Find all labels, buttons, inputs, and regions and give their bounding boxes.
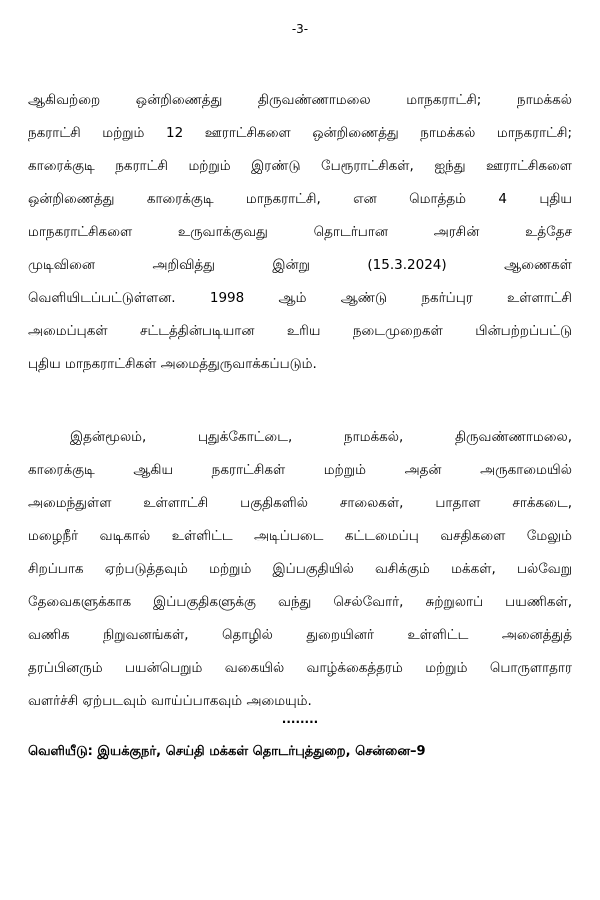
text-line: வளர்ச்சி ஏற்படவும் வாய்ப்பாகவும் அமையும். (28, 693, 312, 709)
text-line: இதன்மூலம், புதுக்கோட்டை, நாமக்கல், திருவண்ணாமலை, (70, 429, 572, 445)
text-line: தேவைகளுக்காக இப்பகுதிகளுக்கு வந்து செல்வோர், சுற்றுலாப் பயணிகள், (28, 594, 572, 610)
text-line: வணிக நிறுவனங்கள், தொழில் துறையினர் உள்ளிட்ட அனைத்துத் (28, 627, 572, 643)
text-line: நகராட்சி மற்றும் 12 ஊராட்சிகளை ஒன்றிணைத்து நாமக்கல் மாநகராட்சி; (28, 125, 572, 141)
text-line: காரைக்குடி நகராட்சி மற்றும் இரண்டு பேரூராட்சிகள், ஐந்து ஊராட்சிகளை (28, 158, 572, 174)
text-line: காரைக்குடி ஆகிய நகராட்சிகள் மற்றும் அதன் அருகாமையில் (28, 462, 572, 478)
paragraph-2 (28, 421, 572, 718)
page-number: -3- (291, 22, 309, 36)
text-line: சிறப்பாக ஏற்படுத்தவும் மற்றும் இப்பகுதியில் வசிக்கும் மக்கள், பல்வேறு (28, 561, 572, 577)
paragraph-1 (28, 84, 572, 381)
separator: ........ (281, 712, 319, 726)
text-line: வெளியிடப்பட்டுள்ளன. 1998 ஆம் ஆண்டு நகர்ப்புர உள்ளாட்சி (28, 290, 572, 306)
text-line: முடிவினை அறிவித்து இன்று (15.3.2024) ஆணைகள் (28, 257, 572, 273)
text-line: ஒன்றிணைத்து காரைக்குடி மாநகராட்சி, என மொத்தம் 4 புதிய (28, 191, 572, 207)
text-line: தரப்பினரும் பயன்பெறும் வகையில் வாழ்க்கைத்தரம் மற்றும் பொருளாதார (28, 660, 572, 676)
publisher-footer: வெளியீடு: இயக்குநர், செய்தி மக்கள் தொடர்புத்துறை, சென்னை–9 (28, 744, 426, 759)
text-line: அமைந்துள்ள உள்ளாட்சி பகுதிகளில் சாலைகள், பாதாள சாக்கடை, (28, 495, 572, 511)
text-line: அமைப்புகள் சட்டத்தின்படியான உரிய நடைமுறைகள் பின்பற்றப்பட்டு (28, 323, 572, 339)
text-line: மழைநீர் வடிகால் உள்ளிட்ட அடிப்படை கட்டமைப்பு வசதிகளை மேலும் (28, 528, 572, 544)
text-line: ஆகிவற்றை ஒன்றிணைத்து திருவண்ணாமலை மாநகராட்சி; நாமக்கல் (28, 92, 572, 108)
text-line: புதிய மாநகராட்சிகள் அமைத்துருவாக்கப்படும். (28, 356, 317, 372)
text-line: மாநகராட்சிகளை உருவாக்குவது தொடர்பான அரசின் உத்தேச (28, 224, 572, 240)
